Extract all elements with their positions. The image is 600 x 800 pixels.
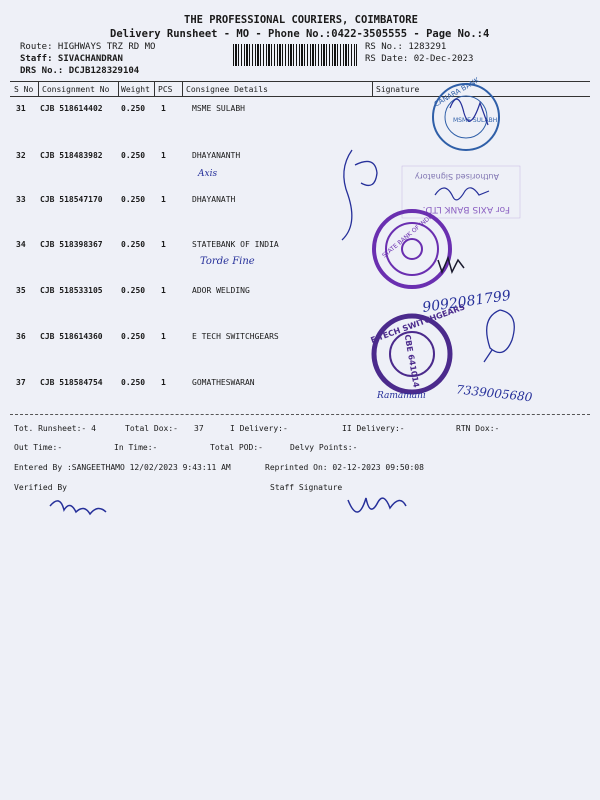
row-consignment: CJB 518614402 — [40, 104, 103, 113]
rtn-dox: RTN Dox:- — [456, 424, 500, 433]
canara-stamp-mid: MSME SULABH — [453, 117, 498, 124]
axis-authorised: Authorised Signatory — [414, 172, 499, 181]
runsheet-subtitle: Delivery Runsheet - MO - Phone No.:0422-3505555 - Page No.:4 — [110, 28, 490, 40]
row37-phone: 7339005680 — [455, 382, 534, 405]
col-weight: Weight — [121, 85, 150, 94]
row-sno: 33 — [16, 195, 26, 204]
row-pcs: 1 — [161, 378, 166, 387]
sbi-stamp-text: STATE BANK OF INDIA — [381, 212, 436, 260]
total-pod: Total POD:- — [210, 443, 263, 452]
row-consignment: CJB 518547170 — [40, 195, 103, 204]
row-consignment: CJB 518614360 — [40, 332, 103, 341]
canara-stamp-top: CANARA BANK — [432, 76, 481, 109]
col-signature: Signature — [376, 85, 420, 94]
row-consignee: E TECH SWITCHGEARS — [192, 332, 279, 341]
row-sno: 36 — [16, 332, 26, 341]
row-pcs: 1 — [161, 332, 166, 341]
total-dox-value: 37 — [194, 424, 204, 433]
etech-ring-text: E-TECH SWITCHGEARS — [369, 302, 467, 345]
row32-handwritten: Axis — [198, 169, 218, 179]
staff-signature-label: Staff Signature — [270, 483, 343, 492]
rs-number: RS No.: 1283291 — [365, 42, 447, 52]
row-weight: 0.250 — [121, 151, 146, 160]
row-sno: 35 — [16, 286, 26, 295]
out-time: Out Time:- — [14, 443, 63, 452]
col-sno: S No — [14, 85, 34, 94]
row-consignee: DHAYANANTH — [192, 151, 241, 160]
row34-handwritten: Torde Fine — [200, 256, 255, 267]
in-time: In Time:- — [114, 443, 158, 452]
row-pcs: 1 — [161, 240, 166, 249]
row-sno: 31 — [16, 104, 26, 113]
row-weight: 0.250 — [121, 378, 146, 387]
row-pcs: 1 — [161, 104, 166, 113]
row-pcs: 1 — [161, 195, 166, 204]
row-weight: 0.250 — [121, 240, 146, 249]
entered-by: Entered By :SANGEETHAMO 12/02/2023 9:43:11 AM — [14, 463, 231, 472]
ii-delivery: II Delivery:- — [342, 424, 405, 433]
row-sno: 32 — [16, 151, 26, 160]
drs-number: DRS No.: DCJB128329104 — [20, 66, 140, 76]
col-consignee: Consignee Details — [186, 85, 268, 94]
row-consignee: DHAYANATH — [192, 195, 236, 204]
row-consignee: GOMATHESWARAN — [192, 378, 255, 387]
row-pcs: 1 — [161, 151, 166, 160]
etech-stamp — [369, 302, 466, 392]
row-consignee: STATEBANK OF INDIA — [192, 240, 279, 249]
row34-signature — [438, 258, 464, 272]
staff-label: Staff: SIVACHANDRAN — [20, 54, 123, 64]
row-weight: 0.250 — [121, 195, 146, 204]
row-pcs: 1 — [161, 286, 166, 295]
row-weight: 0.250 — [121, 104, 146, 113]
verified-by-label: Verified By — [14, 483, 67, 492]
rs-date: RS Date: 02-Dec-2023 — [365, 54, 474, 64]
col-consignment: Consignment No — [42, 85, 110, 94]
row-consignment: CJB 518584754 — [40, 378, 103, 387]
row-consignee: ADOR WELDING — [192, 286, 250, 295]
axis-bank-name: For AXIS BANK LTD. — [422, 204, 510, 214]
reprinted-on: Reprinted On: 02-12-2023 09:50:08 — [265, 463, 424, 472]
row32-signature-scribble — [342, 150, 377, 240]
i-delivery: I Delivery:- — [230, 424, 288, 433]
total-dox-label: Total Dox:- — [125, 424, 178, 433]
row-consignment: CJB 518398367 — [40, 240, 103, 249]
row-weight: 0.250 — [121, 286, 146, 295]
route-label: Route: HIGHWAYS TRZ RD MO — [20, 42, 156, 52]
row-sno: 34 — [16, 240, 26, 249]
canara-bank-stamp — [433, 76, 499, 150]
etech-center-text: CBE 641014 — [402, 333, 421, 389]
row37-name: Ramamani — [377, 391, 426, 401]
company-name: THE PROFESSIONAL COURIERS, COIMBATORE — [184, 14, 418, 26]
row35-signature — [484, 310, 514, 362]
delvy-points: Delvy Points:- — [290, 443, 358, 452]
verified-by-signature — [50, 501, 106, 514]
sbi-stamp — [374, 211, 450, 287]
col-pcs: PCS — [158, 85, 173, 94]
staff-signature-mark — [348, 498, 406, 512]
row-consignment: CJB 518483982 — [40, 151, 103, 160]
row35-phone: 9092081799 — [421, 287, 512, 316]
tot-runsheet: Tot. Runsheet:- 4 — [14, 424, 96, 433]
row-consignment: CJB 518533105 — [40, 286, 103, 295]
row-weight: 0.250 — [121, 332, 146, 341]
row-sno: 37 — [16, 378, 26, 387]
row-consignee: MSME SULABH — [192, 104, 245, 113]
